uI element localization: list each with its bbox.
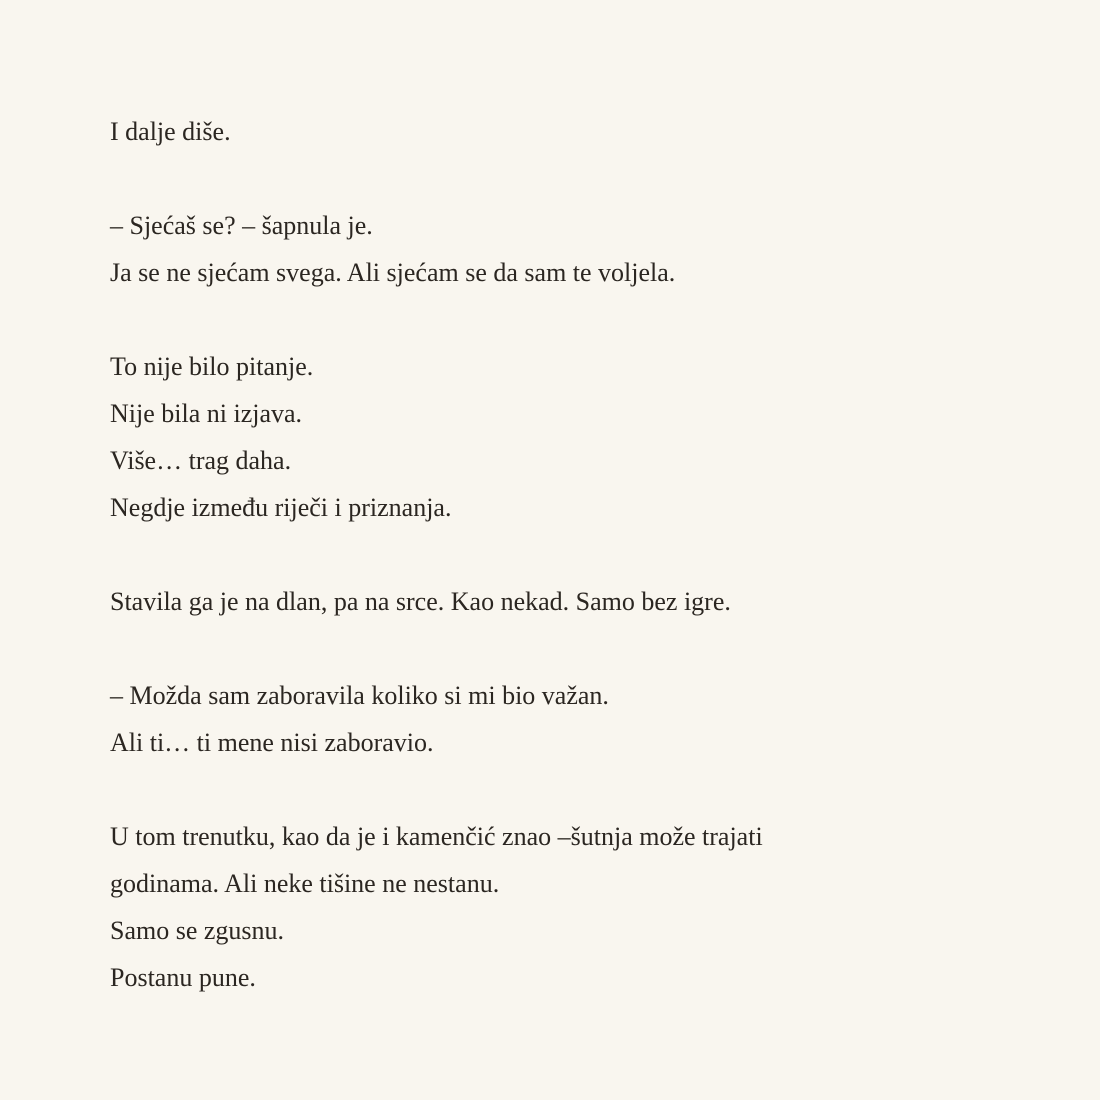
text-line: godinama. Ali neke tišine ne nestanu. — [110, 869, 500, 898]
text-line: Postanu pune. — [110, 963, 256, 992]
text-line: U tom trenutku, kao da je i kamenčić znao –šutnja može trajati — [110, 822, 763, 851]
text-line: – Sjećaš se? – šapnula je. — [110, 211, 373, 240]
stanza-gap — [110, 625, 990, 672]
text-line: Stavila ga je na dlan, pa na srce. Kao nekad. Samo bez igre. — [110, 587, 731, 616]
text-line: Ali ti… ti mene nisi zaboravio. — [110, 728, 434, 757]
text-line: Samo se zgusnu. — [110, 916, 285, 945]
text-line: Negdje između riječi i priznanja. — [110, 493, 452, 522]
text-line: To nije bilo pitanje. — [110, 352, 314, 381]
stanza-gap — [110, 766, 990, 813]
text-line: Više… trag daha. — [110, 446, 292, 475]
stanza-gap — [110, 155, 990, 202]
text-line: I dalje diše. — [110, 117, 231, 146]
text-line: Nije bila ni izjava. — [110, 399, 303, 428]
text-line: Ja se ne sjećam svega. Ali sjećam se da sam te voljela. — [110, 258, 676, 287]
stanza-gap — [110, 296, 990, 343]
poem-text — [110, 108, 990, 1001]
stanza-gap — [110, 531, 990, 578]
text-line: – Možda sam zaboravila koliko si mi bio važan. — [110, 681, 609, 710]
